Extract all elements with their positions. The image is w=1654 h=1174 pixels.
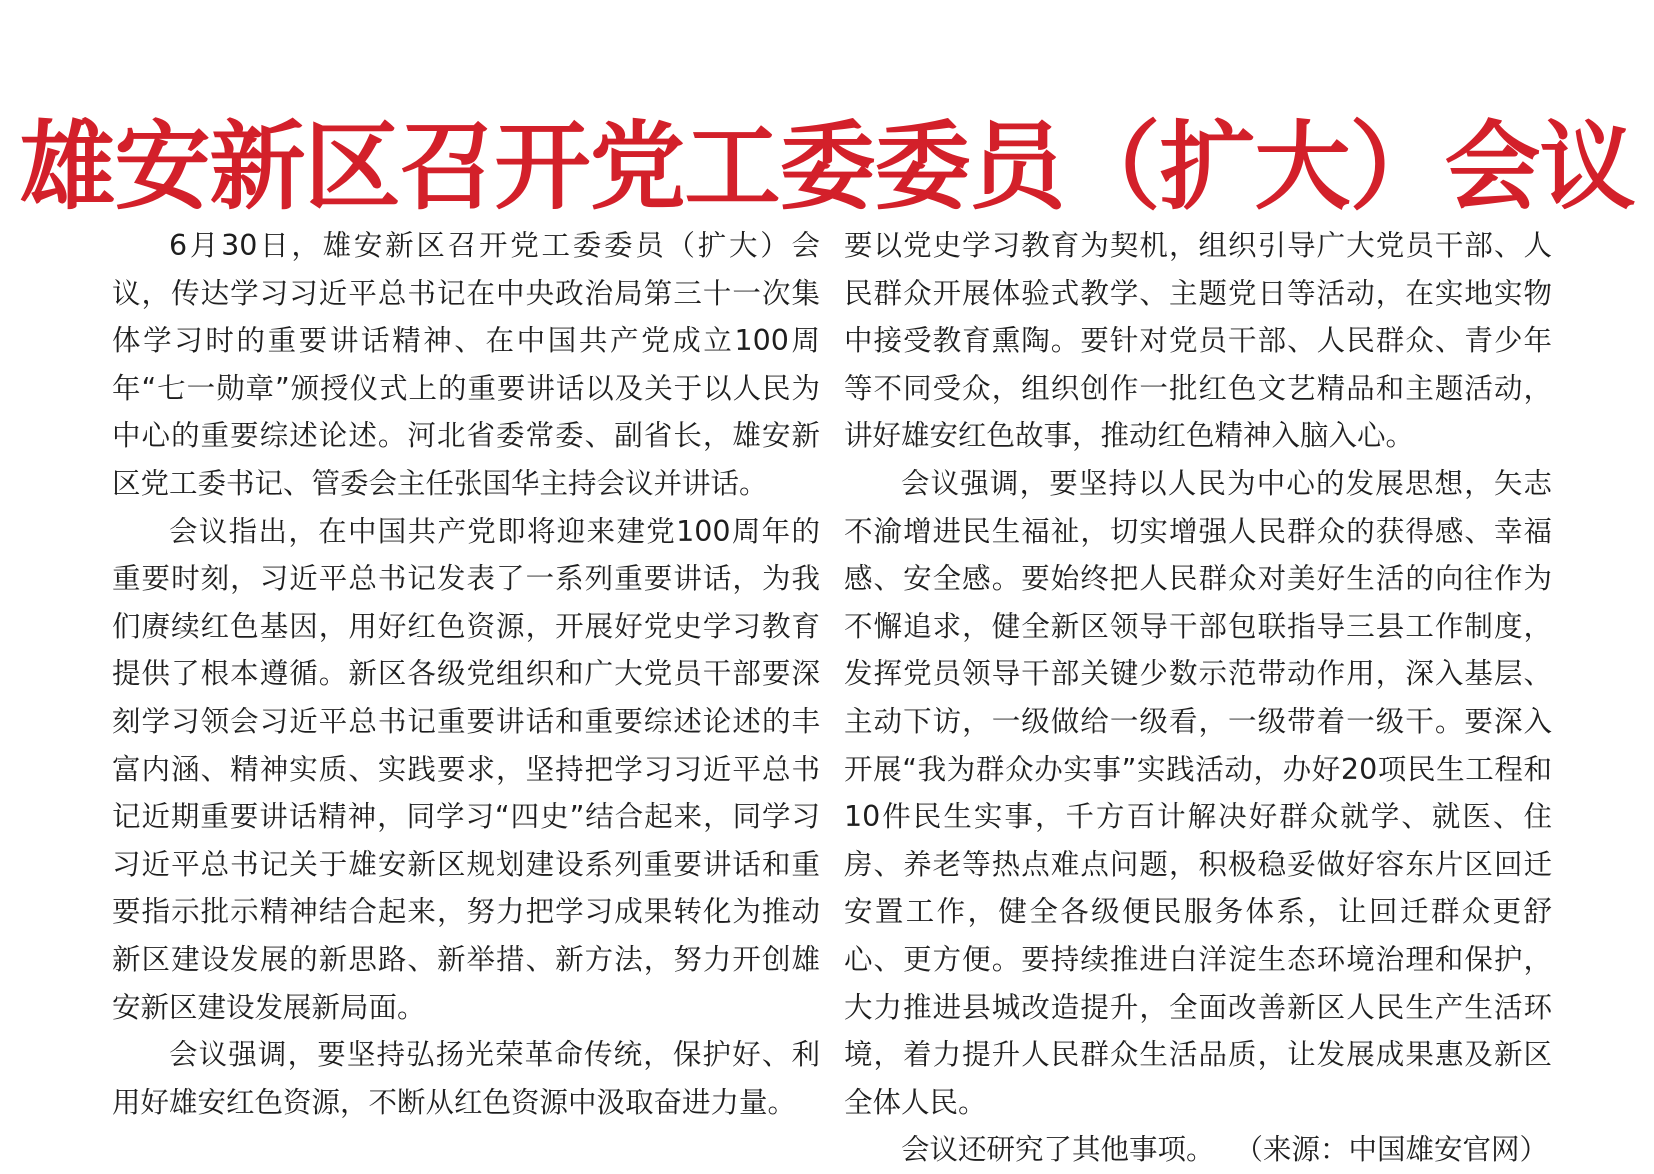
article-body xyxy=(112,222,1552,1174)
closing-sentence: 会议还研究了其他事项。 xyxy=(901,1133,1215,1167)
source-credit: （来源：中国雄安官网） xyxy=(1248,1133,1548,1167)
right-column xyxy=(844,222,1552,1174)
paragraph-3: 会议强调，要坚持弘扬光荣革命传统，保护好、利用好雄安红色资源，不断从红色资源中汲取奋进力量。 xyxy=(112,1038,820,1119)
paragraph-4: 会议强调，要坚持以人民为中心的发展思想，矢志不渝增进民生福祉，切实增强人民群众的获得感、幸福感、安全感。要始终把人民群众对美好生活的向往作为不懈追求，健全新区领导干部包联指导三县工作制度，发挥党员领导干部关键少数示范带动作用，深入基层、主动下访，一级做给一级看，一级带着一级干。要深入开展“我为群众办实事”实践活动，办好20项民生工程和10件民生实事，千方百计解决好群众就学、就医、住房、养老等热点难点问题，积极稳妥做好容东片区回迁安置工作，健全各级便民服务体系，让回迁群众更舒心、更方便。要持续推进白洋淀生态环境治理和保护，大力推进县城改造提升，全面改善新区人民生产生活环境，着力提升人民群众生活品质，让发展成果惠及新区全体人民。 xyxy=(844,466,1552,1119)
paragraph-1: 6月30日，雄安新区召开党工委委员（扩大）会议，传达学习习近平总书记在中央政治局第三十一次集体学习时的重要讲话精神、在中国共产党成立100周年“七一勋章”颁授仪式上的重要讲话以及关于以人民为中心的重要综述论述。河北省委常委、副省长，雄安新区党工委书记、管委会主任张国华主持会议并讲话。 xyxy=(112,229,820,500)
paragraph-2: 会议指出，在中国共产党即将迎来建党100周年的重要时刻，习近平总书记发表了一系列重要讲话，为我们赓续红色基因，用好红色资源，开展好党史学习教育提供了根本遵循。新区各级党组织和广大党员干部要深刻学习领会习近平总书记重要讲话和重要综述论述的丰富内涵、精神实质、实践要求，坚持把学习习近平总书记近期重要讲话精神，同学习“四史”结合起来，同学习习近平总书记关于雄安新区规划建设系列重要讲话和重要指示批示精神结合起来，努力把学习成果转化为推动新区建设发展的新思路、新举措、新方法，努力开创雄安新区建设发展新局面。 xyxy=(112,514,820,1024)
paragraph-3-continued: 要以党史学习教育为契机，组织引导广大党员干部、人民群众开展体验式教学、主题党日等活动，在实地实物中接受教育熏陶。要针对党员干部、人民群众、青少年等不同受众，组织创作一批红色文艺精品和主题活动，讲好雄安红色故事，推动红色精神入脑入心。 xyxy=(844,229,1552,453)
paragraph-5 xyxy=(844,1126,1552,1174)
headline-title: 雄安新区召开党工委委员（扩大）会议 xyxy=(19,110,1635,224)
left-column xyxy=(112,222,820,1174)
